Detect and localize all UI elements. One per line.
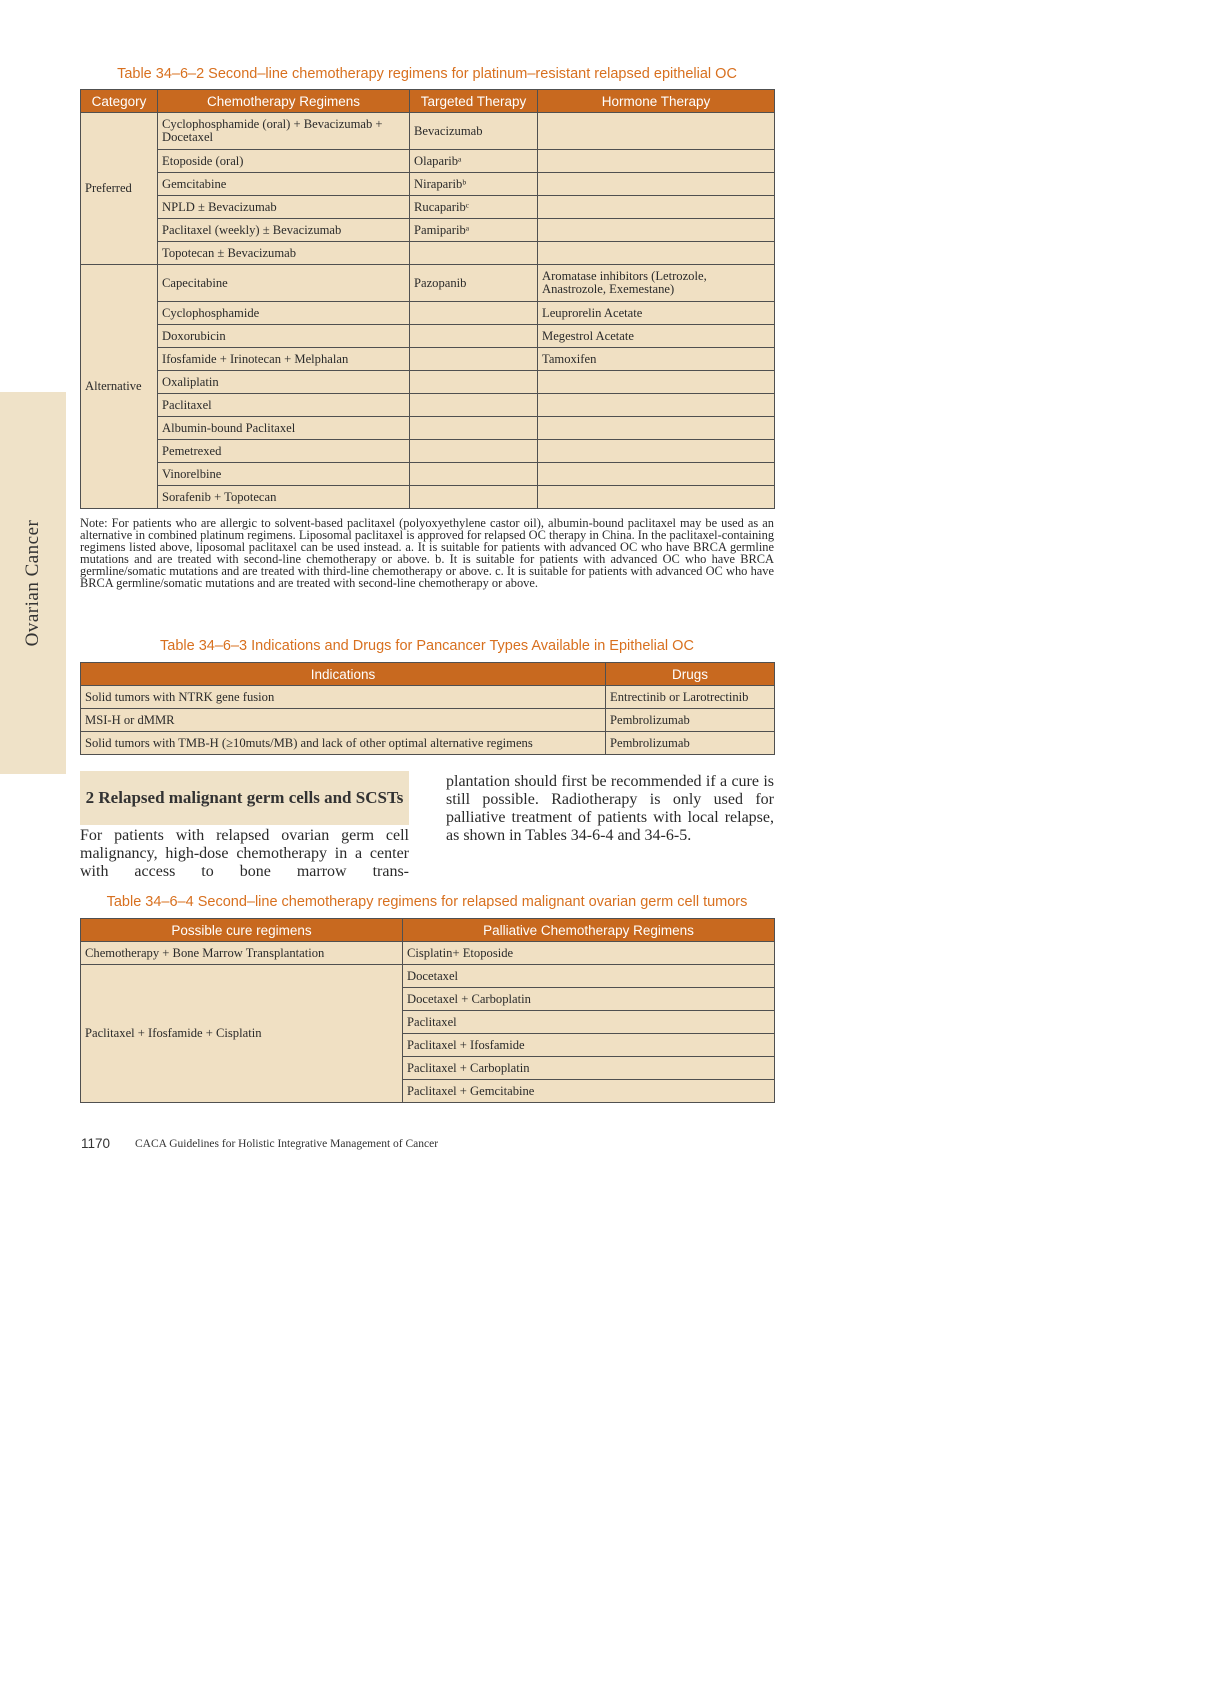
table3-header-row bbox=[81, 919, 775, 942]
hormone-cell: Leuprorelin Acetate bbox=[538, 302, 775, 325]
table3-header-palliative: Palliative Chemotherapy Regimens bbox=[403, 919, 775, 942]
table-row bbox=[81, 150, 775, 173]
targeted-cell bbox=[410, 242, 538, 265]
table-row bbox=[81, 348, 775, 371]
table-row bbox=[81, 242, 775, 265]
targeted-cell bbox=[410, 302, 538, 325]
cure-regimen-cell: Chemotherapy + Bone Marrow Transplantation bbox=[81, 942, 403, 965]
targeted-cell bbox=[410, 348, 538, 371]
palliative-cell: Cisplatin+ Etoposide bbox=[403, 942, 775, 965]
hormone-cell bbox=[538, 463, 775, 486]
targeted-cell bbox=[410, 394, 538, 417]
hormone-cell bbox=[538, 242, 775, 265]
page-number: 1170 bbox=[81, 1136, 111, 1151]
table-row bbox=[81, 417, 775, 440]
table-row bbox=[81, 325, 775, 348]
category-preferred: Preferred bbox=[81, 113, 158, 265]
table-row bbox=[81, 219, 775, 242]
chemo-cell: Doxorubicin bbox=[158, 325, 410, 348]
table-row bbox=[81, 265, 775, 302]
targeted-cell bbox=[410, 440, 538, 463]
targeted-cell bbox=[410, 325, 538, 348]
chemo-cell: Oxaliplatin bbox=[158, 371, 410, 394]
targeted-cell: Olaparibᵃ bbox=[410, 150, 538, 173]
table-row bbox=[81, 965, 775, 988]
hormone-cell bbox=[538, 219, 775, 242]
hormone-cell bbox=[538, 113, 775, 150]
hormone-cell: Aromatase inhibitors (Letrozole, Anastrozole, Exemestane) bbox=[538, 265, 775, 302]
section-heading: 2 Relapsed malignant germ cells and SCSTs bbox=[80, 771, 409, 825]
table3-caption: Table 34–6–4 Second–line chemotherapy regimens for relapsed malignant ovarian germ cell tumors bbox=[106, 894, 748, 910]
table-row bbox=[81, 732, 775, 755]
indication-cell: Solid tumors with NTRK gene fusion bbox=[81, 686, 606, 709]
table2-header-indications: Indications bbox=[81, 663, 606, 686]
table1-header-category: Category bbox=[81, 90, 158, 113]
table1-caption: Table 34–6–2 Second–line chemotherapy regimens for platinum–resistant relapsed epithelial OC bbox=[117, 66, 737, 82]
chemo-cell: Paclitaxel (weekly) ± Bevacizumab bbox=[158, 219, 410, 242]
table2-caption: Table 34–6–3 Indications and Drugs for Pancancer Types Available in Epithelial OC bbox=[160, 638, 694, 654]
palliative-cell: Paclitaxel bbox=[403, 1011, 775, 1034]
table-row bbox=[81, 486, 775, 509]
hormone-cell: Tamoxifen bbox=[538, 348, 775, 371]
chemo-cell: Topotecan ± Bevacizumab bbox=[158, 242, 410, 265]
indication-cell: Solid tumors with TMB-H (≥10muts/MB) and lack of other optimal alternative regimens bbox=[81, 732, 606, 755]
chemo-cell: NPLD ± Bevacizumab bbox=[158, 196, 410, 219]
cure-regimen-cell: Paclitaxel + Ifosfamide + Cisplatin bbox=[81, 965, 403, 1103]
table2-header-drugs: Drugs bbox=[606, 663, 775, 686]
chemo-cell: Cyclophosphamide (oral) + Bevacizumab + Docetaxel bbox=[158, 113, 410, 150]
table-row bbox=[81, 942, 775, 965]
targeted-cell: Niraparibᵇ bbox=[410, 173, 538, 196]
table3 bbox=[80, 918, 775, 1103]
chemo-cell: Cyclophosphamide bbox=[158, 302, 410, 325]
table1-header-chemo: Chemotherapy Regimens bbox=[158, 90, 410, 113]
hormone-cell bbox=[538, 394, 775, 417]
targeted-cell: Rucaparibᶜ bbox=[410, 196, 538, 219]
table-row bbox=[81, 686, 775, 709]
palliative-cell: Paclitaxel + Ifosfamide bbox=[403, 1034, 775, 1057]
targeted-cell bbox=[410, 371, 538, 394]
table-row bbox=[81, 196, 775, 219]
targeted-cell: Bevacizumab bbox=[410, 113, 538, 150]
hormone-cell: Megestrol Acetate bbox=[538, 325, 775, 348]
targeted-cell: Pazopanib bbox=[410, 265, 538, 302]
hormone-cell bbox=[538, 486, 775, 509]
targeted-cell bbox=[410, 486, 538, 509]
section-right-paragraph: plantation should first be recommended if a cure is still possible. Radiotherapy is only used for palliative treatment of patients with local relapse, as shown in Tables 34-6-4 and 34-6-5. bbox=[446, 773, 774, 844]
category-alternative: Alternative bbox=[81, 265, 158, 509]
palliative-cell: Paclitaxel + Carboplatin bbox=[403, 1057, 775, 1080]
chemo-cell: Pemetrexed bbox=[158, 440, 410, 463]
table-row bbox=[81, 463, 775, 486]
side-section-tab bbox=[0, 392, 66, 774]
hormone-cell bbox=[538, 150, 775, 173]
table-row bbox=[81, 709, 775, 732]
table-row bbox=[81, 394, 775, 417]
table-row bbox=[81, 371, 775, 394]
chemo-cell: Capecitabine bbox=[158, 265, 410, 302]
side-tab-label: Ovarian Cancer bbox=[22, 519, 43, 647]
hormone-cell bbox=[538, 196, 775, 219]
chemo-cell: Vinorelbine bbox=[158, 463, 410, 486]
table-row bbox=[81, 113, 775, 150]
hormone-cell bbox=[538, 371, 775, 394]
chemo-cell: Sorafenib + Topotecan bbox=[158, 486, 410, 509]
table-row bbox=[81, 302, 775, 325]
indication-cell: MSI-H or dMMR bbox=[81, 709, 606, 732]
palliative-cell: Paclitaxel + Gemcitabine bbox=[403, 1080, 775, 1103]
chemo-cell: Gemcitabine bbox=[158, 173, 410, 196]
table2-header-row bbox=[81, 663, 775, 686]
section-left-paragraph: For patients with relapsed ovarian germ cell malignancy, high-dose chemotherapy in a center with access to bone marrow trans- bbox=[80, 827, 409, 880]
palliative-cell: Docetaxel bbox=[403, 965, 775, 988]
table1-header-hormone: Hormone Therapy bbox=[538, 90, 775, 113]
targeted-cell bbox=[410, 417, 538, 440]
drug-cell: Pembrolizumab bbox=[606, 732, 775, 755]
table1-header-row bbox=[81, 90, 775, 113]
chemo-cell: Etoposide (oral) bbox=[158, 150, 410, 173]
table-row bbox=[81, 173, 775, 196]
targeted-cell: Pamiparibᵃ bbox=[410, 219, 538, 242]
running-footer-title: CACA Guidelines for Holistic Integrative Management of Cancer bbox=[135, 1138, 439, 1150]
table1 bbox=[80, 89, 775, 509]
drug-cell: Entrectinib or Larotrectinib bbox=[606, 686, 775, 709]
drug-cell: Pembrolizumab bbox=[606, 709, 775, 732]
chemo-cell: Ifosfamide + Irinotecan + Melphalan bbox=[158, 348, 410, 371]
table2 bbox=[80, 662, 775, 755]
chemo-cell: Albumin-bound Paclitaxel bbox=[158, 417, 410, 440]
chemo-cell: Paclitaxel bbox=[158, 394, 410, 417]
palliative-cell: Docetaxel + Carboplatin bbox=[403, 988, 775, 1011]
hormone-cell bbox=[538, 417, 775, 440]
table1-header-targeted: Targeted Therapy bbox=[410, 90, 538, 113]
hormone-cell bbox=[538, 440, 775, 463]
hormone-cell bbox=[538, 173, 775, 196]
table1-note: Note: For patients who are allergic to solvent-based paclitaxel (polyoxyethylene castor oil), albumin-bound paclitaxel may be used as an alternative in combined platinum regimens. Liposomal paclitaxel is approved for relapsed OC therapy in China. In the paclitaxel-containing regimens listed above, liposomal paclitaxel can be used instead. a. It is suitable for patients with advanced OC who have BRCA germline mutations and are treated with second-line chemotherapy or above. b. It is suitable for patients with advanced OC who have BRCA germline/somatic mutations and are treated with third-line chemotherapy or above. c. It is suitable for patients with advanced OC who have BRCA germline/somatic mutations and are treated with second-line chemotherapy or above. bbox=[80, 516, 775, 590]
table-row bbox=[81, 440, 775, 463]
targeted-cell bbox=[410, 463, 538, 486]
table3-header-cure: Possible cure regimens bbox=[81, 919, 403, 942]
